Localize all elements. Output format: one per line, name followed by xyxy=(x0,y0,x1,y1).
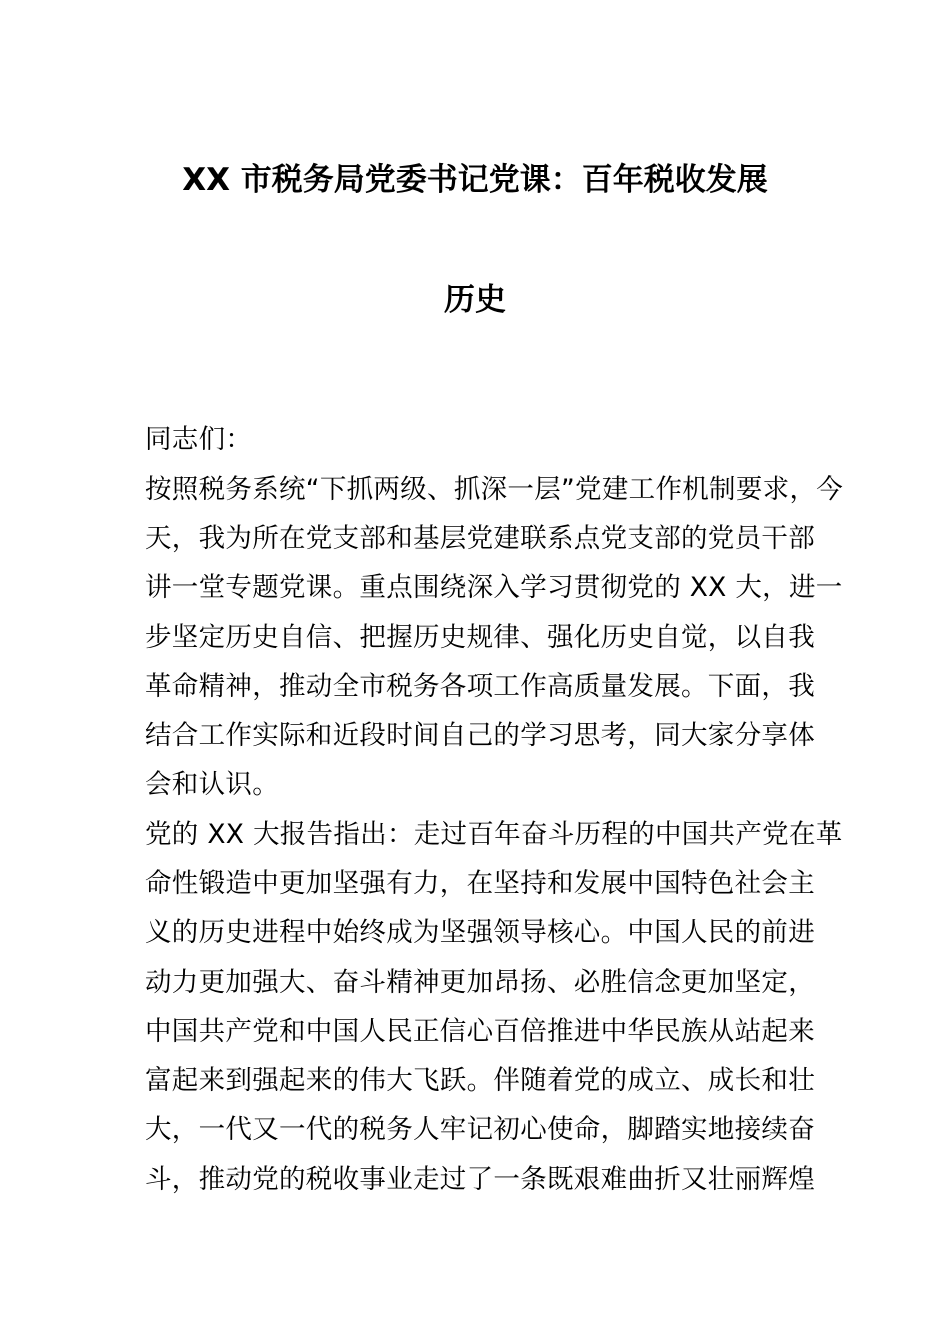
paragraph-line: 党的 XX 大报告指出：走过百年奋斗历程的中国共产党在革 xyxy=(145,819,843,850)
paragraph-line: 会和认识。 xyxy=(145,769,279,800)
paragraph-line: 斗，推动党的税收事业走过了一条既艰难曲折又壮丽辉煌 xyxy=(145,1164,815,1195)
paragraph-line: 大，一代又一代的税务人牢记初心使命，脚踏实地接续奋 xyxy=(145,1114,815,1145)
paragraph-line: 天，我为所在党支部和基层党建联系点党支部的党员干部 xyxy=(145,523,815,554)
paragraph-line: 动力更加强大、奋斗精神更加昂扬、必胜信念更加坚定， xyxy=(145,967,815,998)
paragraph-line: 按照税务系统“下抓两级、抓深一层”党建工作机制要求，今 xyxy=(145,474,844,505)
document-title-line-2: 历史 xyxy=(444,282,506,318)
paragraph-line: 革命精神，推动全市税务各项工作高质量发展。下面，我 xyxy=(145,671,815,702)
paragraph-line: 命性锻造中更加坚强有力，在坚持和发展中国特色社会主 xyxy=(145,868,815,899)
salutation: 同志们： xyxy=(145,424,253,455)
paragraph-line: 义的历史进程中始终成为坚强领导核心。中国人民的前进 xyxy=(145,917,815,948)
paragraph-line: 富起来到强起来的伟大飞跃。伴随着党的成立、成长和壮 xyxy=(145,1065,815,1096)
document-title-line-1: XX 市税务局党委书记党课：百年税收发展 xyxy=(182,162,768,198)
paragraph-line: 结合工作实际和近段时间自己的学习思考，同大家分享体 xyxy=(145,720,815,751)
paragraph-line: 中国共产党和中国人民正信心百倍推进中华民族从站起来 xyxy=(145,1016,815,1047)
paragraph-line: 步坚定历史自信、把握历史规律、强化历史自觉，以自我 xyxy=(145,622,815,653)
paragraph-line: 讲一堂专题党课。重点围绕深入学习贯彻党的 XX 大，进一 xyxy=(145,572,843,603)
